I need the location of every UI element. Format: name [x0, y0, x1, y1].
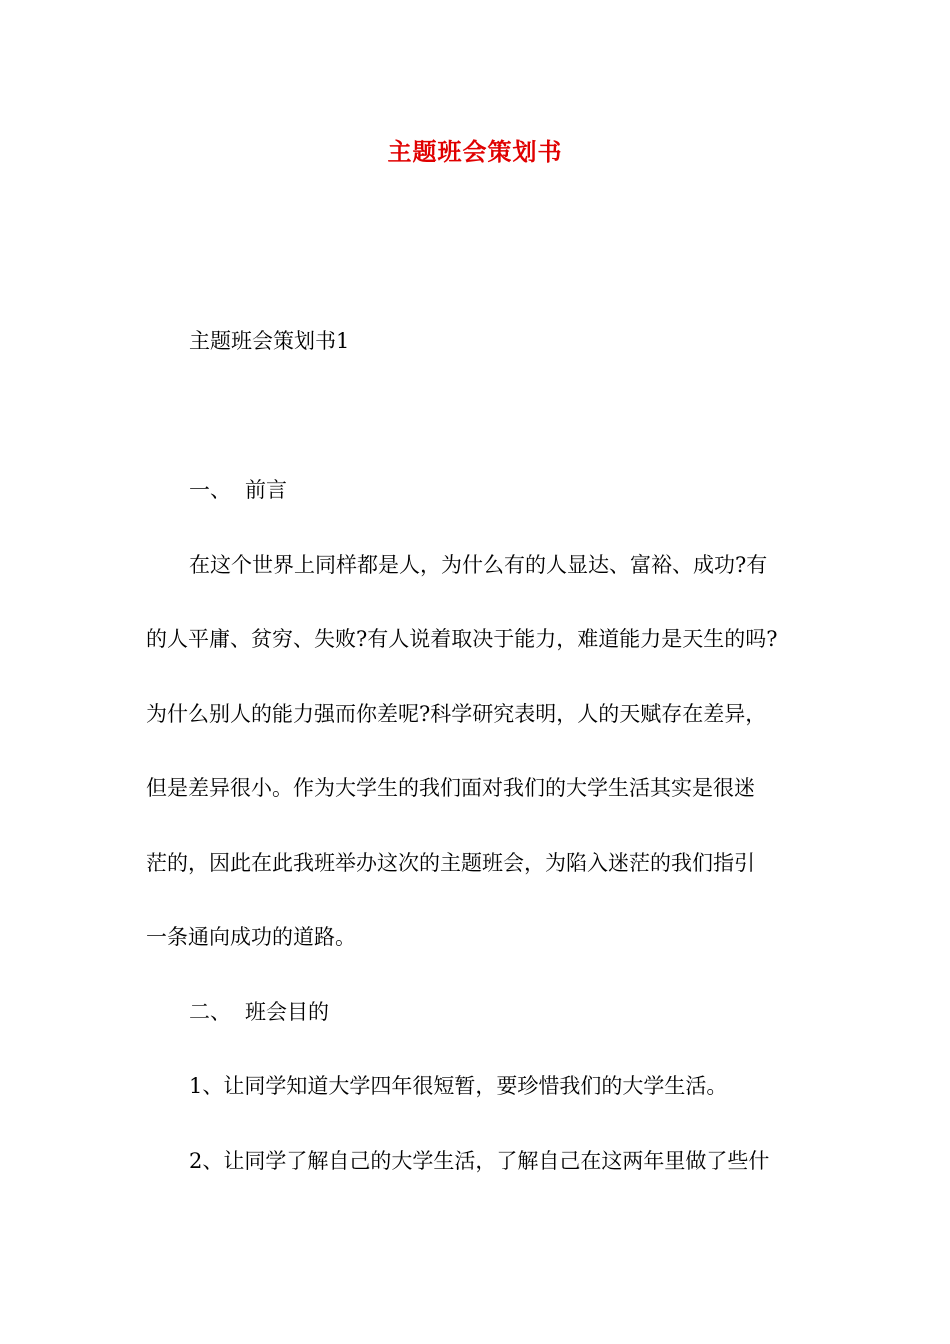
goal-item: 1、让同学知道大学四年很短暂，要珍惜我们的大学生活。 — [189, 1074, 728, 1098]
section-title: 前言 — [245, 478, 287, 502]
subtitle: 主题班会策划书1 — [189, 329, 350, 353]
section-heading-preface — [189, 475, 287, 505]
paragraph-line: 的人平庸、贫穷、失败?有人说着取决于能力，难道能力是天生的吗? — [146, 627, 778, 651]
paragraph-line: 为什么别人的能力强而你差呢?科学研究表明，人的天赋存在差异， — [146, 702, 767, 726]
section-title: 班会目的 — [245, 1000, 329, 1024]
paragraph-line: 一条通向成功的道路。 — [146, 925, 356, 949]
paragraph-line: 茫的，因此在此我班举办这次的主题班会，为陷入迷茫的我们指引 — [146, 851, 755, 875]
document-title: 主题班会策划书 — [387, 137, 563, 166]
section-number: 一、 — [189, 478, 231, 502]
section-number: 二、 — [189, 1000, 231, 1024]
goal-item: 2、让同学了解自己的大学生活，了解自己在这两年里做了些什 — [189, 1149, 770, 1173]
paragraph-line: 但是差异很小。作为大学生的我们面对我们的大学生活其实是很迷 — [146, 776, 755, 800]
paragraph-line: 在这个世界上同样都是人，为什么有的人显达、富裕、成功?有 — [189, 553, 768, 577]
section-heading-purpose — [189, 997, 329, 1027]
